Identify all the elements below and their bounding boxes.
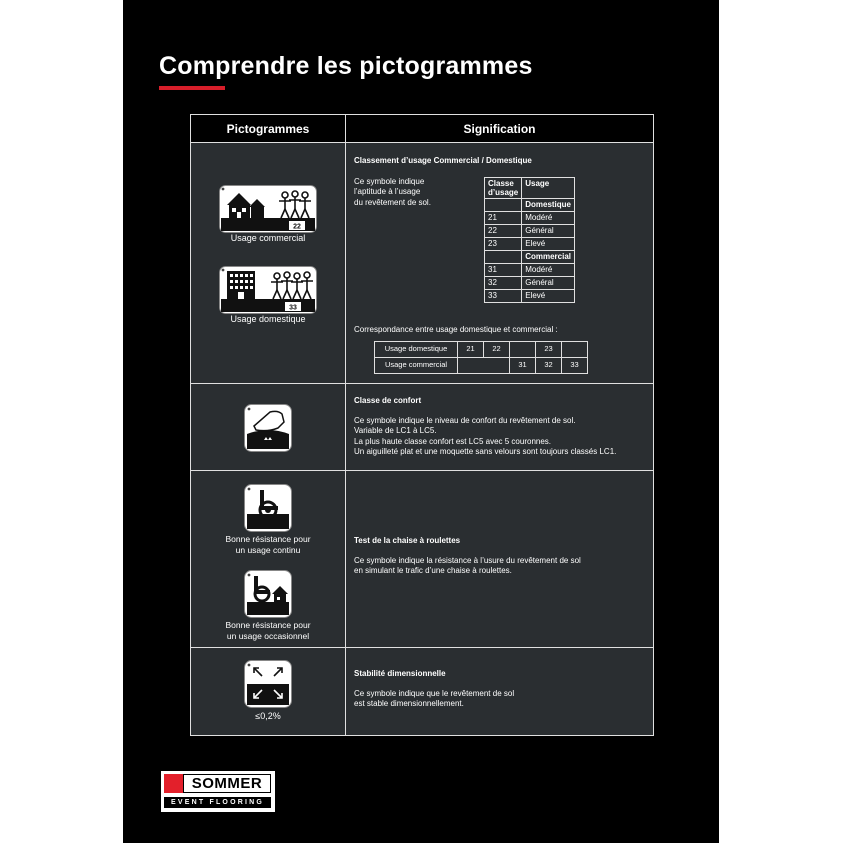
chaise-continu-label-1: Bonne résistance pour bbox=[225, 534, 311, 544]
svg-text:33: 33 bbox=[289, 304, 297, 312]
title-underline bbox=[159, 86, 225, 90]
chaise-occasionnel-label-2: un usage occasionnel bbox=[226, 631, 310, 641]
stabilite-title: Stabilité dimensionnelle bbox=[354, 669, 446, 678]
row-chaise bbox=[191, 471, 654, 648]
confort-picto bbox=[191, 384, 346, 471]
chaise-title: Test de la chaise à roulettes bbox=[354, 536, 461, 545]
document-page bbox=[123, 0, 719, 843]
correspondance-table: Usage domestique 21 22 23 Usage commercial 31 32 33 bbox=[374, 341, 588, 374]
usage-pictos bbox=[191, 143, 346, 384]
usage-signification bbox=[346, 143, 654, 384]
stabilite-value-label: ≤0,2% bbox=[255, 711, 281, 721]
usage-domestique-label: Usage domestique bbox=[230, 314, 306, 324]
page-title: Comprendre les pictogrammes bbox=[159, 52, 533, 80]
usage-description: Ce symbole indique l’aptitude à l’usage du revêtement de sol. bbox=[354, 176, 431, 207]
correspondance-title: Correspondance entre usage domestique et commercial : bbox=[354, 324, 558, 334]
dimensional-stability-icon bbox=[244, 660, 292, 708]
chaise-occasionnel-label-1: Bonne résistance pour bbox=[225, 620, 311, 630]
chaise-continu-label-2: un usage continu bbox=[235, 545, 301, 555]
chair-occasional-icon bbox=[244, 570, 292, 618]
usage-title: Classement d’usage Commercial / Domestique bbox=[354, 156, 532, 165]
chaise-pictos bbox=[191, 471, 346, 648]
logo-wordmark: SOMMER bbox=[183, 774, 271, 793]
logo-tagline: EVENT FLOORING bbox=[164, 797, 271, 808]
chaise-signification bbox=[346, 471, 654, 648]
usage-class-table: Classe d’usage Usage Domestique 21 Modéré 22 Général 23 Elevé Commercial 31 Modéré 32 Général 33 Elevé bbox=[484, 177, 575, 303]
chair-continuous-icon bbox=[244, 484, 292, 532]
usage-domestique-icon bbox=[219, 266, 317, 314]
header-signification: Signification bbox=[346, 115, 654, 143]
logo-red-square bbox=[164, 774, 183, 793]
usage-commercial-label: Usage commercial bbox=[230, 233, 306, 243]
confort-signification bbox=[346, 384, 654, 471]
confort-description: Ce symbole indique le niveau de confort du revêtement de sol. Variable de LC1 à LC5. La plus haute classe confort est LC5 avec 5 couronnes. Un aiguilleté plat et une moquette sans velours sont toujours classés LC1. bbox=[354, 415, 617, 456]
usage-commercial-icon bbox=[219, 185, 317, 233]
row-usage bbox=[191, 143, 654, 384]
confort-title: Classe de confort bbox=[354, 396, 422, 405]
row-confort bbox=[191, 384, 654, 471]
comfort-hand-icon bbox=[244, 404, 292, 452]
row-stabilite bbox=[191, 648, 654, 736]
sommer-logo bbox=[161, 771, 275, 812]
pictogram-table bbox=[190, 114, 654, 736]
svg-text:22: 22 bbox=[293, 223, 301, 231]
stabilite-picto bbox=[191, 648, 346, 736]
stabilite-description: Ce symbole indique que le revêtement de sol est stable dimensionnellement. bbox=[354, 688, 515, 708]
stabilite-signification bbox=[346, 648, 654, 736]
chaise-description: Ce symbole indique la résistance à l’usure du revêtement de sol en simulant le trafic d’une chaise à roulettes. bbox=[354, 555, 581, 575]
header-pictogrammes: Pictogrammes bbox=[191, 115, 346, 143]
